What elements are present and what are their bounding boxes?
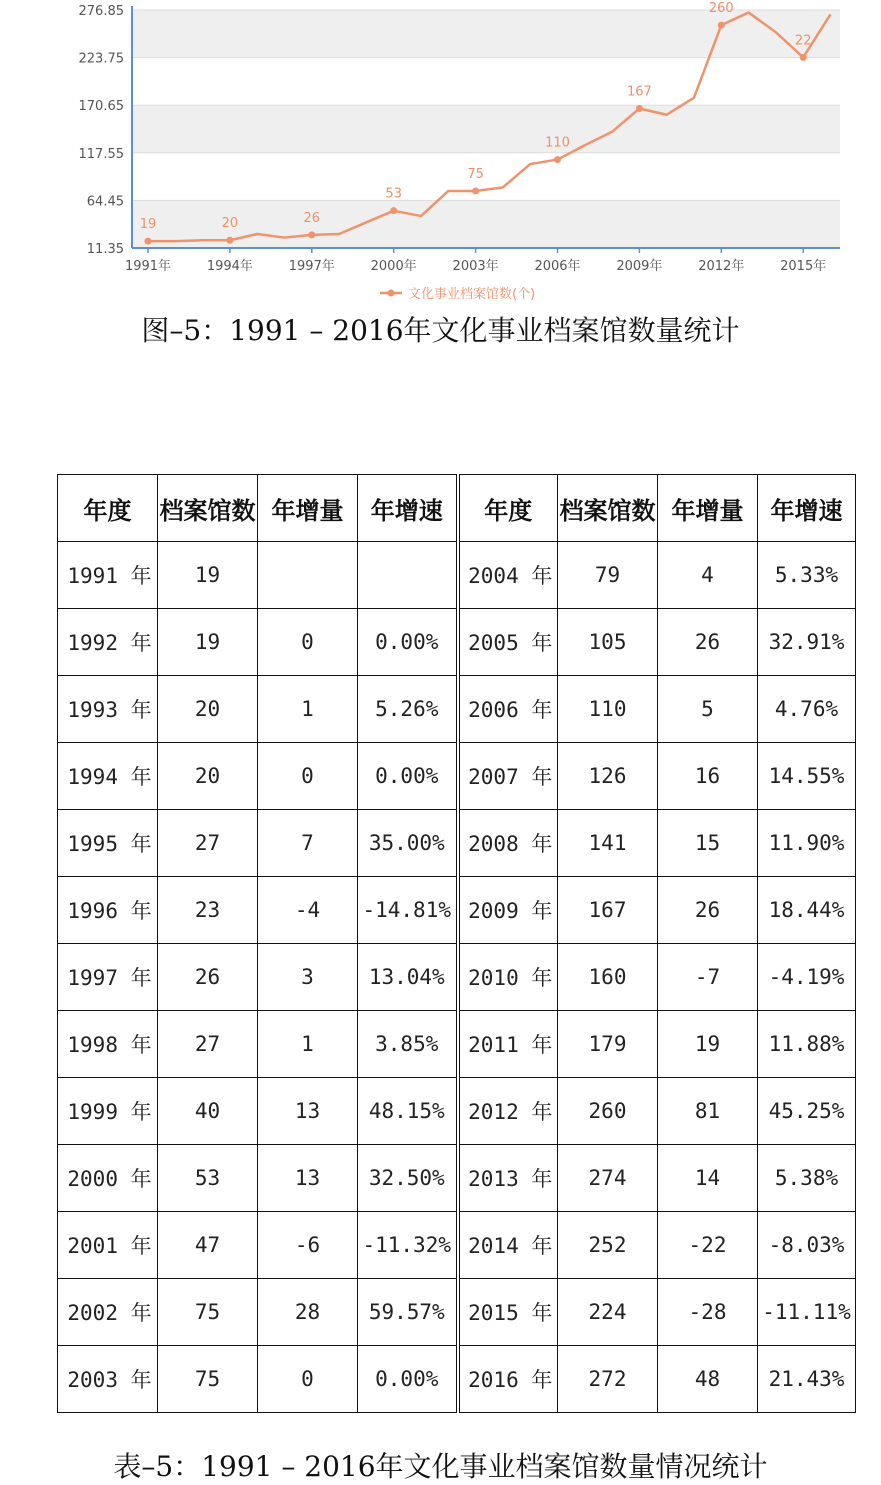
cell-increment-right: 16 — [658, 743, 758, 810]
cell-count-left: 47 — [158, 1212, 258, 1279]
cell-increment-left: 1 — [258, 1011, 358, 1078]
figure-caption: 图–5：1991 – 2016年文化事业档案馆数量统计 — [141, 314, 740, 347]
cell-count-right: 110 — [558, 676, 658, 743]
cell-growth-left: 0.00% — [358, 743, 458, 810]
cell-increment-left — [258, 542, 358, 609]
cell-count-left: 40 — [158, 1078, 258, 1145]
x-tick-label: 2006年 — [534, 259, 581, 274]
cell-increment-left: 28 — [258, 1279, 358, 1346]
cell-growth-left: 13.04% — [358, 944, 458, 1011]
cell-count-right: 126 — [558, 743, 658, 810]
cell-increment-right: 14 — [658, 1145, 758, 1212]
cell-year-left: 1992 年 — [58, 609, 158, 676]
cell-year-right: 2008 年 — [458, 810, 558, 877]
table-body — [58, 542, 856, 1413]
cell-count-right: 79 — [558, 542, 658, 609]
header-count-left: 档案馆数 — [158, 475, 258, 542]
header-increment-right: 年增量 — [658, 475, 758, 542]
data-point-marker — [145, 238, 152, 245]
cell-year-right: 2016 年 — [458, 1346, 558, 1413]
data-point-marker — [226, 237, 233, 244]
legend-label: 文化事业档案馆数(个) — [408, 287, 536, 302]
data-label: 22 — [794, 33, 812, 49]
cell-year-right: 2004 年 — [458, 542, 558, 609]
table-header-row — [58, 475, 856, 542]
x-tick-label: 2000年 — [370, 259, 417, 274]
cell-growth-left — [358, 542, 458, 609]
table-row — [58, 1145, 856, 1212]
cell-year-left: 2003 年 — [58, 1346, 158, 1413]
x-tick-label: 1997年 — [288, 259, 335, 274]
cell-count-left: 27 — [158, 810, 258, 877]
y-tick-label: 11.35 — [86, 242, 124, 257]
data-point-marker — [308, 231, 315, 238]
cell-growth-right: 5.38% — [758, 1145, 856, 1212]
y-tick-label: 117.55 — [78, 146, 124, 162]
data-point-marker — [636, 105, 643, 112]
cell-year-right: 2015 年 — [458, 1279, 558, 1346]
cell-increment-left: 0 — [258, 609, 358, 676]
data-label: 75 — [467, 166, 484, 182]
x-tick-label: 2012年 — [698, 259, 745, 274]
line-chart-svg — [0, 0, 881, 305]
cell-year-right: 2005 年 — [458, 609, 558, 676]
cell-count-left: 27 — [158, 1011, 258, 1078]
cell-increment-left: 13 — [258, 1078, 358, 1145]
cell-increment-right: -7 — [658, 944, 758, 1011]
cell-count-left: 19 — [158, 542, 258, 609]
cell-year-left: 1999 年 — [58, 1078, 158, 1145]
table-row — [58, 1212, 856, 1279]
cell-increment-left: 1 — [258, 676, 358, 743]
data-label: 53 — [385, 186, 402, 202]
cell-increment-right: 48 — [658, 1346, 758, 1413]
cell-year-left: 2001 年 — [58, 1212, 158, 1279]
legend-marker — [388, 290, 395, 297]
cell-count-right: 160 — [558, 944, 658, 1011]
header-growth-right: 年增速 — [758, 475, 856, 542]
cell-growth-right: 5.33% — [758, 542, 856, 609]
table-row — [58, 1078, 856, 1145]
table-row — [58, 542, 856, 609]
cell-increment-right: 5 — [658, 676, 758, 743]
cell-increment-right: 81 — [658, 1078, 758, 1145]
table-row — [58, 1011, 856, 1078]
cell-year-left: 2002 年 — [58, 1279, 158, 1346]
cell-increment-right: -28 — [658, 1279, 758, 1346]
cell-year-right: 2013 年 — [458, 1145, 558, 1212]
table-caption: 表–5：1991 – 2016年文化事业档案馆数量情况统计 — [113, 1450, 768, 1483]
cell-increment-right: 15 — [658, 810, 758, 877]
cell-count-left: 75 — [158, 1279, 258, 1346]
cell-growth-right: -11.11% — [758, 1279, 856, 1346]
y-tick-label: 223.75 — [78, 51, 124, 67]
cell-count-left: 23 — [158, 877, 258, 944]
header-count-right: 档案馆数 — [558, 475, 658, 542]
cell-growth-right: 32.91% — [758, 609, 856, 676]
cell-increment-right: 26 — [658, 609, 758, 676]
header-increment-left: 年增量 — [258, 475, 358, 542]
cell-growth-right: 11.88% — [758, 1011, 856, 1078]
cell-increment-left: 7 — [258, 810, 358, 877]
cell-count-left: 20 — [158, 676, 258, 743]
cell-growth-right: 4.76% — [758, 676, 856, 743]
data-label: 110 — [545, 135, 570, 151]
cell-increment-left: 13 — [258, 1145, 358, 1212]
cell-count-right: 179 — [558, 1011, 658, 1078]
cell-year-left: 1995 年 — [58, 810, 158, 877]
cell-count-left: 26 — [158, 944, 258, 1011]
cell-growth-left: 3.85% — [358, 1011, 458, 1078]
cell-growth-left: 48.15% — [358, 1078, 458, 1145]
cell-count-right: 167 — [558, 877, 658, 944]
cell-count-right: 105 — [558, 609, 658, 676]
header-growth-left: 年增速 — [358, 475, 458, 542]
cell-count-right: 252 — [558, 1212, 658, 1279]
cell-growth-right: 45.25% — [758, 1078, 856, 1145]
cell-year-right: 2006 年 — [458, 676, 558, 743]
table-row — [58, 609, 856, 676]
cell-count-right: 272 — [558, 1346, 658, 1413]
cell-increment-left: 0 — [258, 743, 358, 810]
cell-year-left: 2000 年 — [58, 1145, 158, 1212]
cell-increment-right: -22 — [658, 1212, 758, 1279]
data-label: 260 — [708, 1, 734, 17]
x-tick-label: 2003年 — [452, 259, 499, 274]
cell-growth-left: -11.32% — [358, 1212, 458, 1279]
grid-band — [132, 105, 840, 153]
data-label: 26 — [303, 210, 321, 226]
cell-count-right: 260 — [558, 1078, 658, 1145]
cell-increment-left: -4 — [258, 877, 358, 944]
cell-count-right: 224 — [558, 1279, 658, 1346]
y-tick-label: 170.65 — [78, 99, 124, 115]
cell-increment-right: 26 — [658, 877, 758, 944]
cell-count-left: 19 — [158, 609, 258, 676]
cell-growth-left: 0.00% — [358, 609, 458, 676]
cell-count-right: 141 — [558, 810, 658, 877]
cell-growth-right: -8.03% — [758, 1212, 856, 1279]
cell-year-left: 1997 年 — [58, 944, 158, 1011]
cell-growth-left: 5.26% — [358, 676, 458, 743]
cell-growth-right: 11.90% — [758, 810, 856, 877]
cell-growth-left: 32.50% — [358, 1145, 458, 1212]
grid-band — [132, 10, 840, 58]
x-tick-label: 1994年 — [206, 259, 253, 274]
table-row — [58, 1346, 856, 1413]
y-tick-label: 276.85 — [78, 4, 124, 19]
line-chart — [0, 0, 881, 305]
cell-year-right: 2007 年 — [458, 743, 558, 810]
table-row — [58, 944, 856, 1011]
cell-growth-right: 21.43% — [758, 1346, 856, 1413]
cell-count-left: 75 — [158, 1346, 258, 1413]
grid-band — [132, 200, 840, 248]
cell-increment-left: 3 — [258, 944, 358, 1011]
header-year-right: 年度 — [458, 475, 558, 542]
cell-count-left: 20 — [158, 743, 258, 810]
cell-year-right: 2014 年 — [458, 1212, 558, 1279]
header-year-left: 年度 — [58, 475, 158, 542]
cell-increment-right: 4 — [658, 542, 758, 609]
cell-year-right: 2011 年 — [458, 1011, 558, 1078]
cell-count-left: 53 — [158, 1145, 258, 1212]
cell-growth-left: 59.57% — [358, 1279, 458, 1346]
cell-year-right: 2009 年 — [458, 877, 558, 944]
x-tick-label: 2015年 — [780, 259, 827, 274]
x-tick-label: 2009年 — [616, 259, 663, 274]
cell-increment-right: 19 — [658, 1011, 758, 1078]
cell-year-left: 1993 年 — [58, 676, 158, 743]
cell-year-left: 1996 年 — [58, 877, 158, 944]
data-point-marker — [472, 187, 479, 194]
cell-year-right: 2012 年 — [458, 1078, 558, 1145]
cell-growth-right: 18.44% — [758, 877, 856, 944]
y-tick-label: 64.45 — [86, 194, 124, 210]
x-tick-label: 1991年 — [124, 259, 172, 274]
data-label: 20 — [221, 216, 239, 232]
cell-growth-left: 0.00% — [358, 1346, 458, 1413]
table-row — [58, 676, 856, 743]
cell-increment-left: 0 — [258, 1346, 358, 1413]
data-point-marker — [554, 156, 561, 163]
cell-growth-left: -14.81% — [358, 877, 458, 944]
table-row — [58, 1279, 856, 1346]
data-label: 19 — [139, 217, 157, 233]
statistics-table — [57, 474, 856, 1413]
data-point-marker — [390, 207, 397, 214]
cell-year-left: 1991 年 — [58, 542, 158, 609]
cell-year-left: 1994 年 — [58, 743, 158, 810]
table-row — [58, 877, 856, 944]
cell-growth-right: -4.19% — [758, 944, 856, 1011]
cell-year-right: 2010 年 — [458, 944, 558, 1011]
data-label: 167 — [626, 84, 652, 100]
cell-year-left: 1998 年 — [58, 1011, 158, 1078]
cell-increment-left: -6 — [258, 1212, 358, 1279]
data-point-marker — [800, 54, 807, 61]
table-row — [58, 743, 856, 810]
cell-growth-right: 14.55% — [758, 743, 856, 810]
cell-growth-left: 35.00% — [358, 810, 458, 877]
cell-count-right: 274 — [558, 1145, 658, 1212]
data-point-marker — [718, 22, 725, 29]
table-row — [58, 810, 856, 877]
